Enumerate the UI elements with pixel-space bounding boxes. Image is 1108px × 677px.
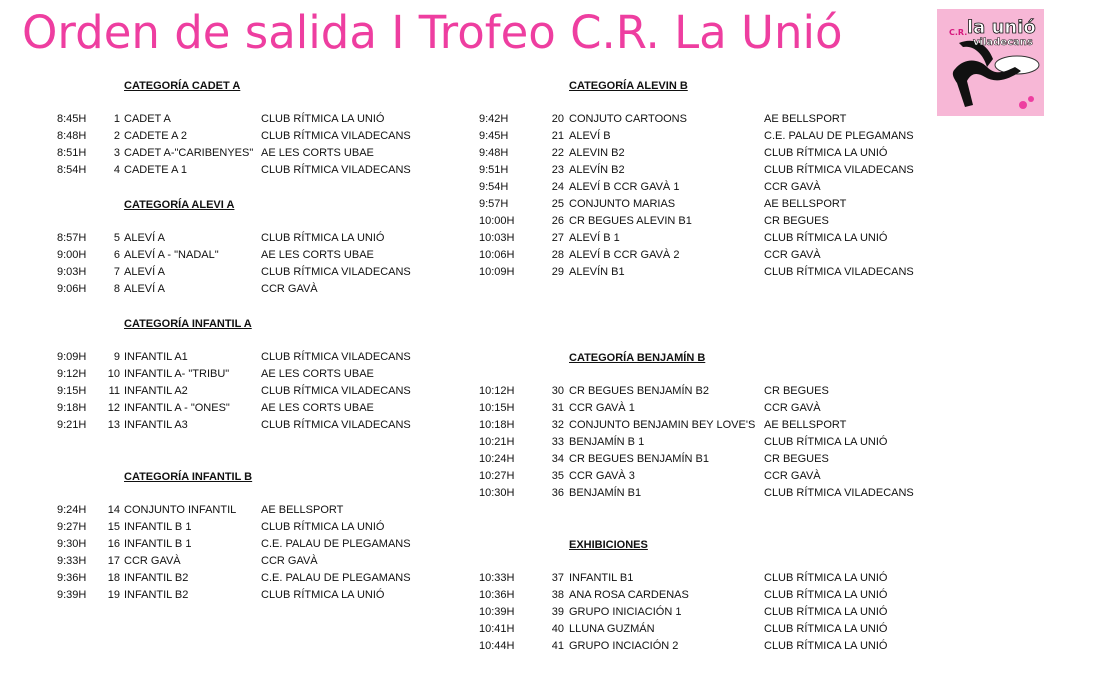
row-club: CLUB RÍTMICA VILADECANS [261,351,411,363]
section-heading: CATEGORÍA INFANTIL B [124,471,253,483]
row-num: 23 [551,164,564,176]
row-name: INFANTIL B2 [124,589,189,601]
row-club: C.E. PALAU DE PLEGAMANS [764,130,914,142]
row-club: CR BEGUES [764,453,829,465]
schedule-row [470,419,1108,436]
row-time: 10:09H [479,266,515,278]
row-club: CLUB RÍTMICA VILADECANS [261,266,411,278]
section-heading: CATEGORÍA ALEVIN B [569,80,688,92]
row-time: 9:15H [57,385,87,397]
schedule-row [470,640,1108,657]
schedule-row [0,538,470,555]
row-name: BENJAMÍN B1 [569,487,642,499]
row-time: 9:54H [479,181,509,193]
row-num: 13 [107,419,120,431]
row-club: AE LES CORTS UBAE [261,147,374,159]
row-club: CLUB RÍTMICA VILADECANS [261,130,411,142]
row-num: 34 [551,453,564,465]
row-club: AE BELLSPORT [764,198,847,210]
row-club: CLUB RÍTMICA VILADECANS [261,164,411,176]
row-time: 9:42H [479,113,509,125]
logo-text-brand: la unió [967,17,1036,38]
row-club: CLUB RÍTMICA LA UNIÓ [261,589,385,601]
schedule-row [0,402,470,419]
row-num: 36 [551,487,564,499]
section-heading: CATEGORÍA BENJAMÍN B [569,352,706,364]
row-num: 38 [551,589,564,601]
gymnast-logo-icon [937,9,1044,116]
row-time: 10:06H [479,249,515,261]
row-num: 15 [107,521,120,533]
row-time: 10:27H [479,470,515,482]
row-club: CLUB RÍTMICA LA UNIÓ [764,147,888,159]
schedule-row [470,215,1108,232]
row-num: 20 [551,113,564,125]
row-club: CCR GAVÀ [764,249,821,261]
row-time: 10:00H [479,215,515,227]
row-num: 2 [113,130,120,142]
row-name: ALEVÍN B2 [569,164,625,176]
schedule-row [0,266,470,283]
row-club: CCR GAVÀ [261,283,318,295]
row-club: CR BEGUES [764,215,829,227]
schedule-row [470,249,1108,266]
row-time: 10:41H [479,623,515,635]
row-club: CLUB RÍTMICA VILADECANS [261,385,411,397]
schedule-row [470,130,1108,147]
row-num: 14 [107,504,120,516]
logo-text-top: C.R. [949,28,968,37]
row-name: CCR GAVÀ [124,555,181,567]
row-name: INFANTIL A2 [124,385,188,397]
row-name: GRUPO INCIACIÓN 2 [569,640,679,652]
row-name: CONJUTO CARTOONS [569,113,687,125]
row-time: 10:21H [479,436,515,448]
schedule-row [470,606,1108,623]
row-name: ALEVIN B2 [569,147,625,159]
row-num: 40 [551,623,564,635]
schedule-row [470,385,1108,402]
row-club: CLUB RÍTMICA LA UNIÓ [764,606,888,618]
row-time: 10:12H [479,385,515,397]
row-time: 9:33H [57,555,87,567]
section-heading: CATEGORÍA INFANTIL A [124,318,252,330]
row-time: 10:15H [479,402,515,414]
row-club: C.E. PALAU DE PLEGAMANS [261,538,411,550]
row-time: 9:27H [57,521,87,533]
row-name: ALEVÍ A [124,232,165,244]
row-name: ALEVÍN B1 [569,266,625,278]
row-name: CADET A-"CARIBENYES" [124,147,254,159]
row-club: CR BEGUES [764,385,829,397]
row-club: CLUB RÍTMICA LA UNIÓ [261,232,385,244]
row-time: 10:39H [479,606,515,618]
row-name: CONJUNTO INFANTIL [124,504,237,516]
logo-text-city: viladecans [973,37,1033,48]
row-club: CLUB RÍTMICA LA UNIÓ [261,113,385,125]
row-club: AE LES CORTS UBAE [261,402,374,414]
row-num: 21 [551,130,564,142]
row-name: CR BEGUES ALEVIN B1 [569,215,692,227]
row-time: 10:18H [479,419,515,431]
row-name: CCR GAVÀ 1 [569,402,635,414]
row-num: 32 [551,419,564,431]
row-name: CONJUNTO MARIAS [569,198,676,210]
row-time: 8:51H [57,147,87,159]
row-num: 6 [113,249,120,261]
row-club: CCR GAVÀ [764,470,821,482]
schedule-row [470,589,1108,606]
schedule-row [0,419,470,436]
row-club: CLUB RÍTMICA LA UNIÓ [261,521,385,533]
row-club: AE BELLSPORT [764,419,847,431]
row-num: 33 [551,436,564,448]
row-club: CLUB RÍTMICA VILADECANS [261,419,411,431]
row-num: 29 [551,266,564,278]
row-num: 27 [551,232,564,244]
row-num: 11 [108,385,120,397]
row-club: CLUB RÍTMICA VILADECANS [764,266,914,278]
schedule-row [0,521,470,538]
section-heading: CATEGORÍA CADET A [124,80,241,92]
row-num: 30 [551,385,564,397]
schedule-row [470,232,1108,249]
row-num: 35 [551,470,564,482]
row-name: INFANTIL B1 [569,572,634,584]
schedule-row [0,351,470,368]
row-num: 10 [107,368,120,380]
row-club: CLUB RÍTMICA VILADECANS [764,164,914,176]
schedule-row [470,147,1108,164]
row-name: ALEVÍ B [569,130,611,142]
row-club: CLUB RÍTMICA LA UNIÓ [764,623,888,635]
row-time: 9:36H [57,572,87,584]
row-time: 9:45H [479,130,509,142]
row-time: 9:12H [57,368,87,380]
row-num: 37 [551,572,564,584]
schedule-row [0,283,470,300]
row-time: 8:57H [57,232,87,244]
row-club: CLUB RÍTMICA LA UNIÓ [764,436,888,448]
schedule-row [470,113,1108,130]
schedule-row [470,453,1108,470]
row-name: ALEVÍ A [124,283,165,295]
row-num: 26 [551,215,564,227]
row-time: 9:39H [57,589,87,601]
row-num: 39 [551,606,564,618]
schedule-row [0,589,470,606]
schedule-row [0,113,470,130]
row-num: 19 [107,589,120,601]
row-name: GRUPO INICIACIÓN 1 [569,606,682,618]
row-num: 8 [113,283,120,295]
schedule-row [470,470,1108,487]
row-time: 9:51H [479,164,509,176]
row-club: CLUB RÍTMICA LA UNIÓ [764,232,888,244]
schedule-row [0,555,470,572]
row-name: INFANTIL A1 [124,351,188,363]
row-time: 9:03H [57,266,87,278]
row-time: 8:48H [57,130,87,142]
row-num: 18 [107,572,120,584]
row-name: INFANTIL A - "ONES" [124,402,230,414]
row-club: CLUB RÍTMICA LA UNIÓ [764,640,888,652]
row-time: 9:57H [479,198,509,210]
schedule-row [470,572,1108,589]
row-name: ALEVÍ A - "NADAL" [124,249,219,261]
row-time: 9:24H [57,504,87,516]
schedule-row [470,164,1108,181]
schedule-row [470,402,1108,419]
schedule-row [0,385,470,402]
row-club: CLUB RÍTMICA VILADECANS [764,487,914,499]
row-num: 12 [107,402,120,414]
schedule-row [0,249,470,266]
row-num: 25 [551,198,564,210]
row-time: 9:06H [57,283,87,295]
schedule-row [0,164,470,181]
section-heading: CATEGORÍA ALEVI A [124,199,235,211]
row-time: 10:03H [479,232,515,244]
row-name: ALEVÍ B 1 [569,232,620,244]
row-name: CR BEGUES BENJAMÍN B2 [569,385,709,397]
schedule-row [0,572,470,589]
row-time: 10:24H [479,453,515,465]
row-name: ALEVÍ A [124,266,165,278]
row-time: 10:30H [479,487,515,499]
row-time: 10:44H [479,640,515,652]
club-logo [937,9,1044,116]
row-num: 31 [551,402,564,414]
row-club: CCR GAVÀ [261,555,318,567]
row-name: CONJUNTO BENJAMIN BEY LOVE'S [569,419,756,431]
row-time: 9:18H [57,402,87,414]
row-club: CLUB RÍTMICA LA UNIÓ [764,572,888,584]
row-time: 9:09H [57,351,87,363]
row-name: CR BEGUES BENJAMÍN B1 [569,453,709,465]
row-num: 5 [113,232,120,244]
row-name: CADETE A 2 [124,130,187,142]
row-name: INFANTIL A3 [124,419,188,431]
schedule-row [0,232,470,249]
page-title: Orden de salida I Trofeo C.R. La Unió [22,6,843,59]
row-num: 41 [551,640,564,652]
row-club: AE BELLSPORT [764,113,847,125]
row-num: 22 [551,147,564,159]
schedule-row [470,181,1108,198]
row-club: AE LES CORTS UBAE [261,249,374,261]
row-time: 9:00H [57,249,87,261]
row-num: 4 [113,164,120,176]
row-name: LLUNA GUZMÁN [569,623,655,635]
row-name: CCR GAVÀ 3 [569,470,635,482]
schedule-row [470,198,1108,215]
schedule-row [0,130,470,147]
schedule-row [470,487,1108,504]
schedule-row [470,436,1108,453]
row-club: AE LES CORTS UBAE [261,368,374,380]
row-num: 9 [113,351,120,363]
schedule-row [0,368,470,385]
row-name: INFANTIL B 1 [124,538,192,550]
schedule-row [0,504,470,521]
row-num: 7 [113,266,120,278]
row-name: INFANTIL B 1 [124,521,192,533]
row-club: AE BELLSPORT [261,504,344,516]
row-num: 1 [113,113,120,125]
row-num: 3 [113,147,120,159]
row-name: ANA ROSA CARDENAS [569,589,689,601]
section-heading: EXHIBICIONES [569,539,648,551]
row-club: CCR GAVÀ [764,181,821,193]
row-time: 9:48H [479,147,509,159]
row-num: 17 [107,555,120,567]
row-num: 28 [551,249,564,261]
row-name: ALEVÍ B CCR GAVÀ 2 [569,249,680,261]
row-time: 10:33H [479,572,515,584]
row-name: INFANTIL B2 [124,572,189,584]
row-club: C.E. PALAU DE PLEGAMANS [261,572,411,584]
row-club: CCR GAVÀ [764,402,821,414]
row-name: ALEVÍ B CCR GAVÀ 1 [569,181,680,193]
row-time: 8:45H [57,113,87,125]
row-time: 9:21H [57,419,87,431]
row-time: 10:36H [479,589,515,601]
row-time: 8:54H [57,164,87,176]
row-num: 24 [551,181,564,193]
schedule-row [0,147,470,164]
row-name: INFANTIL A- "TRIBU" [124,368,230,380]
row-name: CADETE A 1 [124,164,187,176]
schedule-row [470,266,1108,283]
row-club: CLUB RÍTMICA LA UNIÓ [764,589,888,601]
row-name: BENJAMÍN B 1 [569,436,645,448]
row-time: 9:30H [57,538,87,550]
row-name: CADET A [124,113,171,125]
row-num: 16 [107,538,120,550]
schedule-row [470,623,1108,640]
